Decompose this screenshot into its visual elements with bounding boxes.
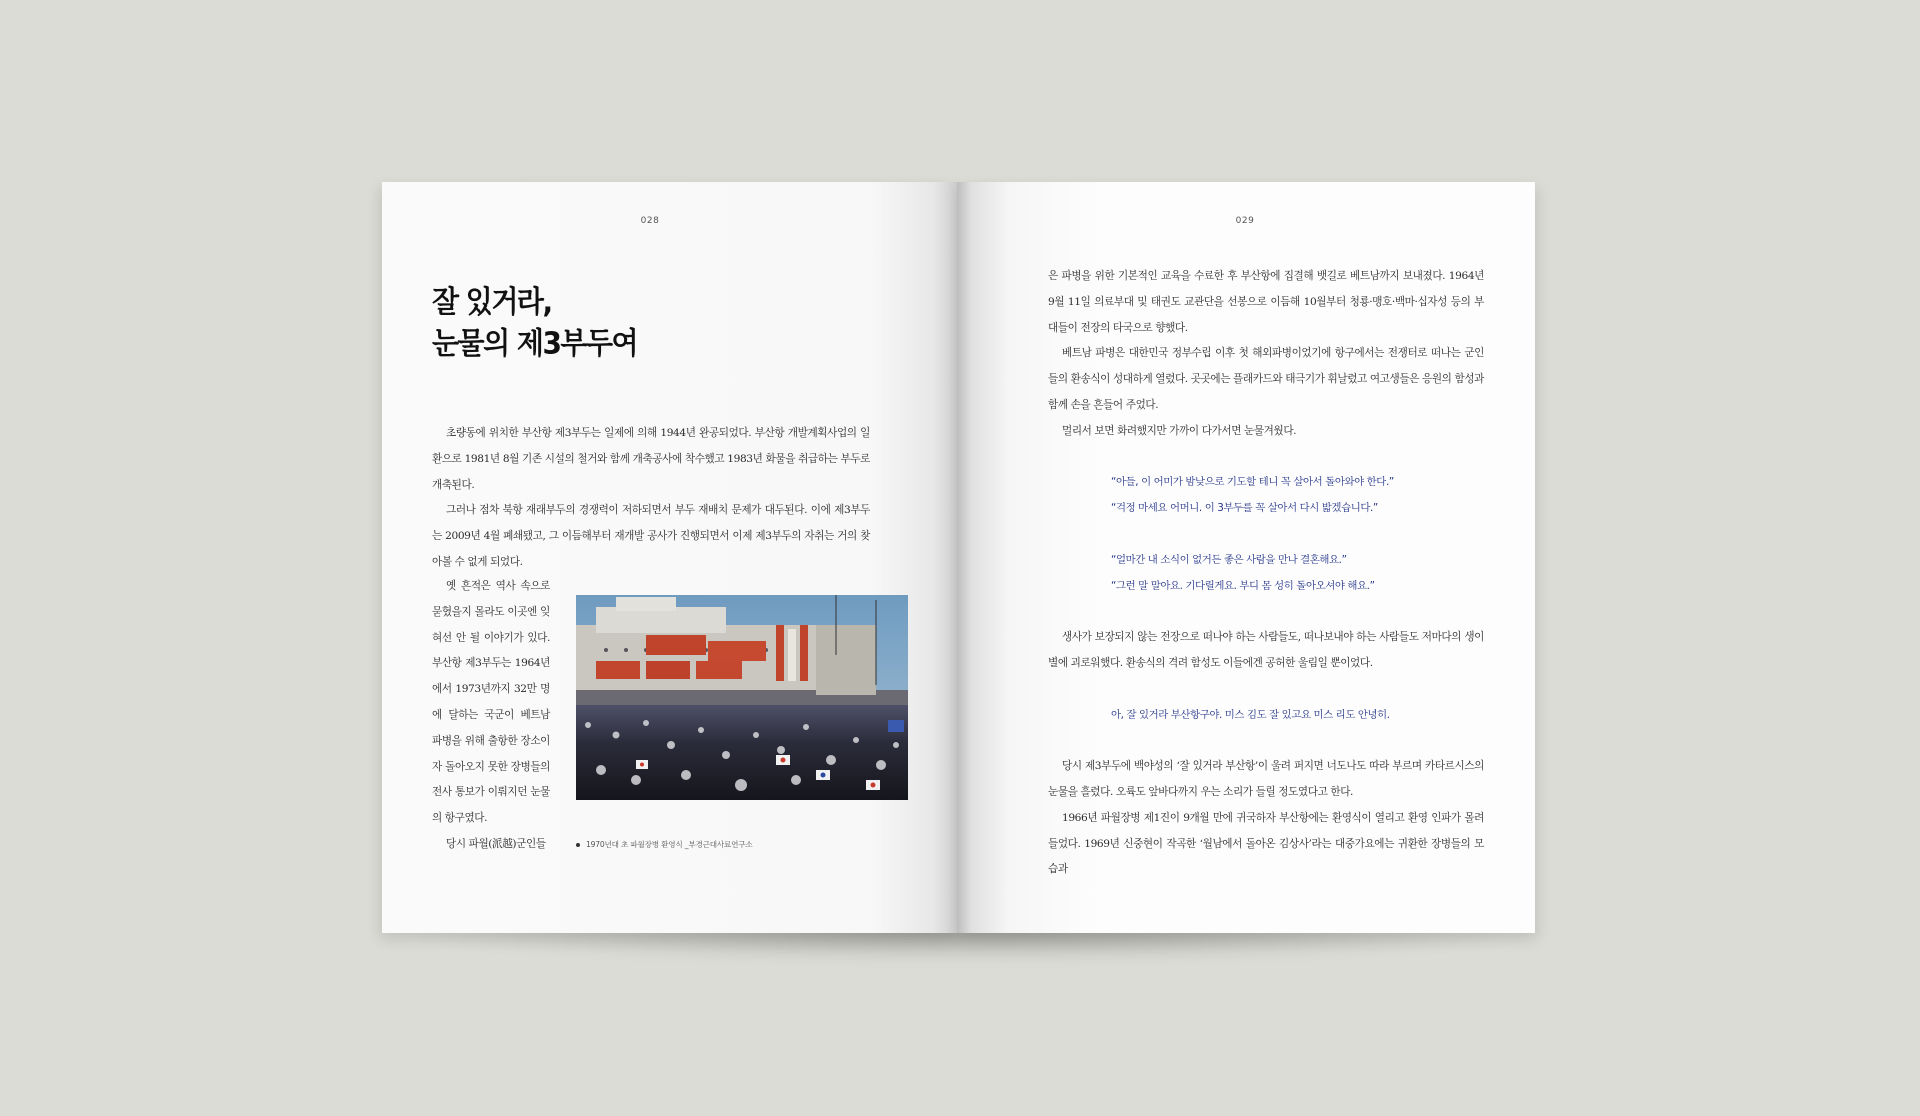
intro-paragraph: 초량동에 위치한 부산항 제3부두는 일제에 의해 1944년 완공되었다. 부산항 개발계획사업의 일환으로 1981년 8월 기존 시설의 철거와 함께 개축공사에 착수했고 1983년 화물을 취급하는 부두로 개축된다. (432, 427, 870, 491)
body-paragraph: 당시 제3부두에 백야성의 ‘잘 있거라 부산항’이 울려 퍼지면 너도나도 따라 부르며 카타르시스의 눈물을 흘렸다. 오륙도 앞바다까지 우는 소리가 들릴 정도였다고 한다. (1048, 760, 1484, 798)
spacer (1048, 522, 1484, 548)
photo-illustration (576, 595, 908, 800)
ship-farewell-photo (576, 595, 908, 800)
narrow-text-column (432, 574, 550, 858)
column-paragraph: 당시 파월(派越)군인들 (446, 837, 546, 850)
right-page (957, 182, 1535, 933)
quote-line: “아들, 이 어미가 밤낮으로 기도할 테니 꼭 살아서 돌아와야 한다.” (1111, 476, 1394, 489)
chapter-title-line-1: 잘 있거라, (432, 284, 552, 320)
spacer (1048, 677, 1484, 703)
spacer (1048, 728, 1484, 754)
photo-caption (576, 839, 908, 850)
quote-line: “걱정 마세요 어머니. 이 3부두를 꼭 살아서 다시 밟겠습니다.” (1111, 502, 1378, 515)
caption-bullet-icon (576, 843, 580, 847)
body-paragraph: 멀리서 보면 화려했지만 가까이 다가서면 눈물겨웠다. (1062, 424, 1297, 437)
chapter-title-line-2: 눈물의 제3부두여 (432, 325, 638, 361)
chapter-title (432, 282, 637, 364)
photo-caption-text: 1970년대 초 파월장병 환영식 _부경근대사료연구소 (586, 840, 753, 849)
spacer (1048, 599, 1484, 625)
body-paragraph: 은 파병을 위한 기본적인 교육을 수료한 후 부산항에 집결해 뱃길로 베트남까지 보내졌다. 1964년 9월 11일 의료부대 및 태권도 교관단을 선봉으로 이듬해 10월부터 청룡·맹호·백마·십자성 등의 부대들이 전장의 타국으로 향했다. (1048, 270, 1484, 334)
intro-paragraph: 그러나 점차 북항 재래부두의 경쟁력이 저하되면서 부두 재배치 문제가 대두된다. 이에 제3부두는 2009년 4월 폐쇄됐고, 그 이듬해부터 재개발 공사가 진행되면서 이제 제3부두의 자취는 거의 찾아볼 수 없게 되었다. (432, 504, 870, 568)
quote-line: “그런 말 말아요. 기다릴게요. 부디 몸 성히 돌아오셔야 해요.” (1111, 579, 1375, 592)
intro-text-block (432, 421, 870, 576)
left-page-number: 028 (640, 216, 660, 226)
body-paragraph: 베트남 파병은 대한민국 정부수립 이후 첫 해외파병이었기에 항구에서는 전쟁터로 떠나는 군인들의 환송식이 성대하게 열렸다. 곳곳에는 플래카드와 태극기가 휘날렸고 여고생들은 응원의 함성과 함께 손을 흔들어 주었다. (1048, 347, 1484, 411)
quote-line: “얼마간 내 소식이 없거든 좋은 사람을 만나 결혼해요.” (1111, 553, 1347, 566)
spacer (1048, 445, 1484, 471)
right-page-number: 029 (1235, 216, 1255, 226)
right-text-column (1048, 264, 1484, 883)
song-lyric-quote: 아, 잘 있거라 부산항구야. 미스 김도 잘 있고요 미스 리도 안녕히. (1111, 708, 1390, 721)
left-page (382, 182, 957, 933)
column-paragraph: 옛 흔적은 역사 속으로 묻혔을지 몰라도 이곳엔 잊혀선 안 될 이야기가 있다. 부산항 제3부두는 1964년에서 1973년까지 32만 명에 달하는 국군이 베트남 파병을 위해 출항한 장소이자 돌아오지 못한 장병들의 전사 통보가 이뤄지던 눈물의 항구였다. (432, 580, 550, 825)
body-paragraph: 1966년 파월장병 제1진이 9개월 만에 귀국하자 부산항에는 환영식이 열리고 환영 인파가 몰려들었다. 1969년 신중현이 작곡한 ‘월남에서 돌아온 김상사’라는 대중가요에는 귀환한 장병들의 모습과 (1048, 811, 1484, 876)
body-paragraph: 생사가 보장되지 않는 전장으로 떠나야 하는 사람들도, 떠나보내야 하는 사람들도 저마다의 생이별에 괴로워했다. 환송식의 격려 함성도 이들에겐 공허한 울림일 뿐이었다. (1048, 631, 1484, 669)
